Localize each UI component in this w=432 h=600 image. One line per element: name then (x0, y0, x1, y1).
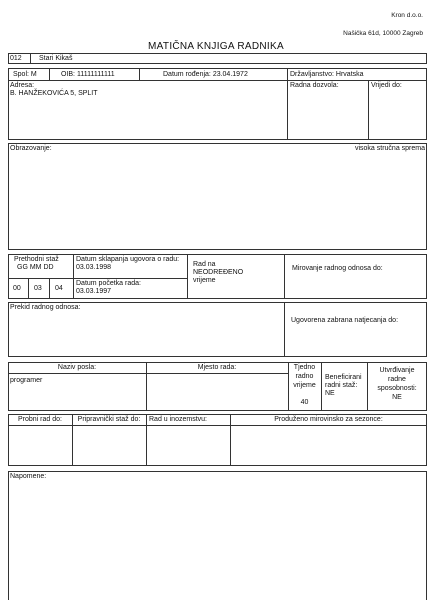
education-block (8, 143, 427, 250)
start-date-label: Datum početka rada: (76, 280, 141, 287)
ability-label-2: radne (388, 376, 406, 383)
dob-label: Datum rođenja: 23.04.1972 (163, 71, 248, 78)
citizenship-label: Državljanstvo: Hrvatska (290, 71, 364, 78)
dob-value: 23.04.1972 (212, 71, 248, 78)
ability-label-3: sposobnosti: (377, 385, 417, 392)
hours-value: 40 (300, 399, 309, 406)
contract-signed-label: Datum sklapanja ugovora o radu: 03.03.1998 (76, 256, 180, 271)
prior-service-months: 03 (34, 285, 42, 292)
education-value: visoka stručna sprema (354, 145, 425, 152)
prior-service-label: Prethodni staž (14, 256, 59, 263)
prior-service-years: 00 (13, 285, 21, 292)
citizenship-value: Hrvatska (335, 71, 364, 78)
employee-number: 012 (10, 55, 22, 62)
oib-value: 11111111111 (76, 71, 115, 78)
education-label: Obrazovanje: (10, 145, 52, 152)
address-value: B. HANŽEKOVIĆA 5, SPLIT (10, 90, 98, 97)
page-title: MATIČNA KNJIGA RADNIKA (148, 41, 284, 52)
notes-block (8, 471, 427, 600)
ability-label-1: Utvrđivanje (379, 367, 415, 374)
contract-signed-date: 03.03.1998 (76, 264, 112, 271)
permit-valid-label: Vrijedi do: (371, 82, 402, 89)
abroad-label: Rad u inozemstvu: (149, 416, 207, 423)
hours-label-2: radno (295, 373, 314, 380)
hours-label-3: vrijeme (293, 382, 316, 389)
work-place-label: Mjesto rada: (197, 364, 237, 371)
job-title-label: Naziv posla: (57, 364, 97, 371)
notes-label: Napomene: (10, 473, 47, 480)
work-type-suffix: vrijeme (193, 277, 216, 284)
beneficiary-label-1: Beneficirani (325, 374, 362, 381)
noncompete-label: Ugovorena zabrana natjecanja do: (291, 317, 399, 324)
beneficiary-label-2: radni staž: (325, 382, 358, 389)
work-type-label: Rad na (193, 261, 216, 268)
seasonal-label: Produženo mirovinsko za sezonce: (274, 416, 383, 423)
gender-value: M (30, 71, 37, 78)
job-title-value: programer (10, 377, 43, 384)
start-date-value: 03.03.1997 (76, 288, 112, 295)
work-type-value: NEODREĐENO (193, 269, 244, 276)
gender-label: Spol: M (13, 71, 37, 78)
trainee-label: Pripravnički staž do: (77, 416, 141, 423)
termination-label: Prekid radnog odnosa: (10, 304, 81, 311)
prior-service-units: GG MM DD (17, 264, 54, 271)
address-label: Adresa: (10, 82, 35, 89)
employee-name: Stari Kikaš (39, 55, 73, 62)
suspension-label: Mirovanje radnog odnosa do: (292, 265, 383, 272)
ability-value: NE (392, 394, 402, 401)
probation-label: Probni rad do: (18, 416, 62, 423)
company-address: Našička 61d, 10000 Zagreb (343, 30, 423, 37)
oib-label: OIB: 11111111111 (61, 71, 115, 78)
prior-service-days: 04 (55, 285, 63, 292)
hours-label-1: Tjedno (293, 364, 316, 371)
company-name: Kron d.o.o. (391, 12, 423, 19)
work-permit-label: Radna dozvola: (290, 82, 339, 89)
beneficiary-value: NE (325, 390, 335, 397)
